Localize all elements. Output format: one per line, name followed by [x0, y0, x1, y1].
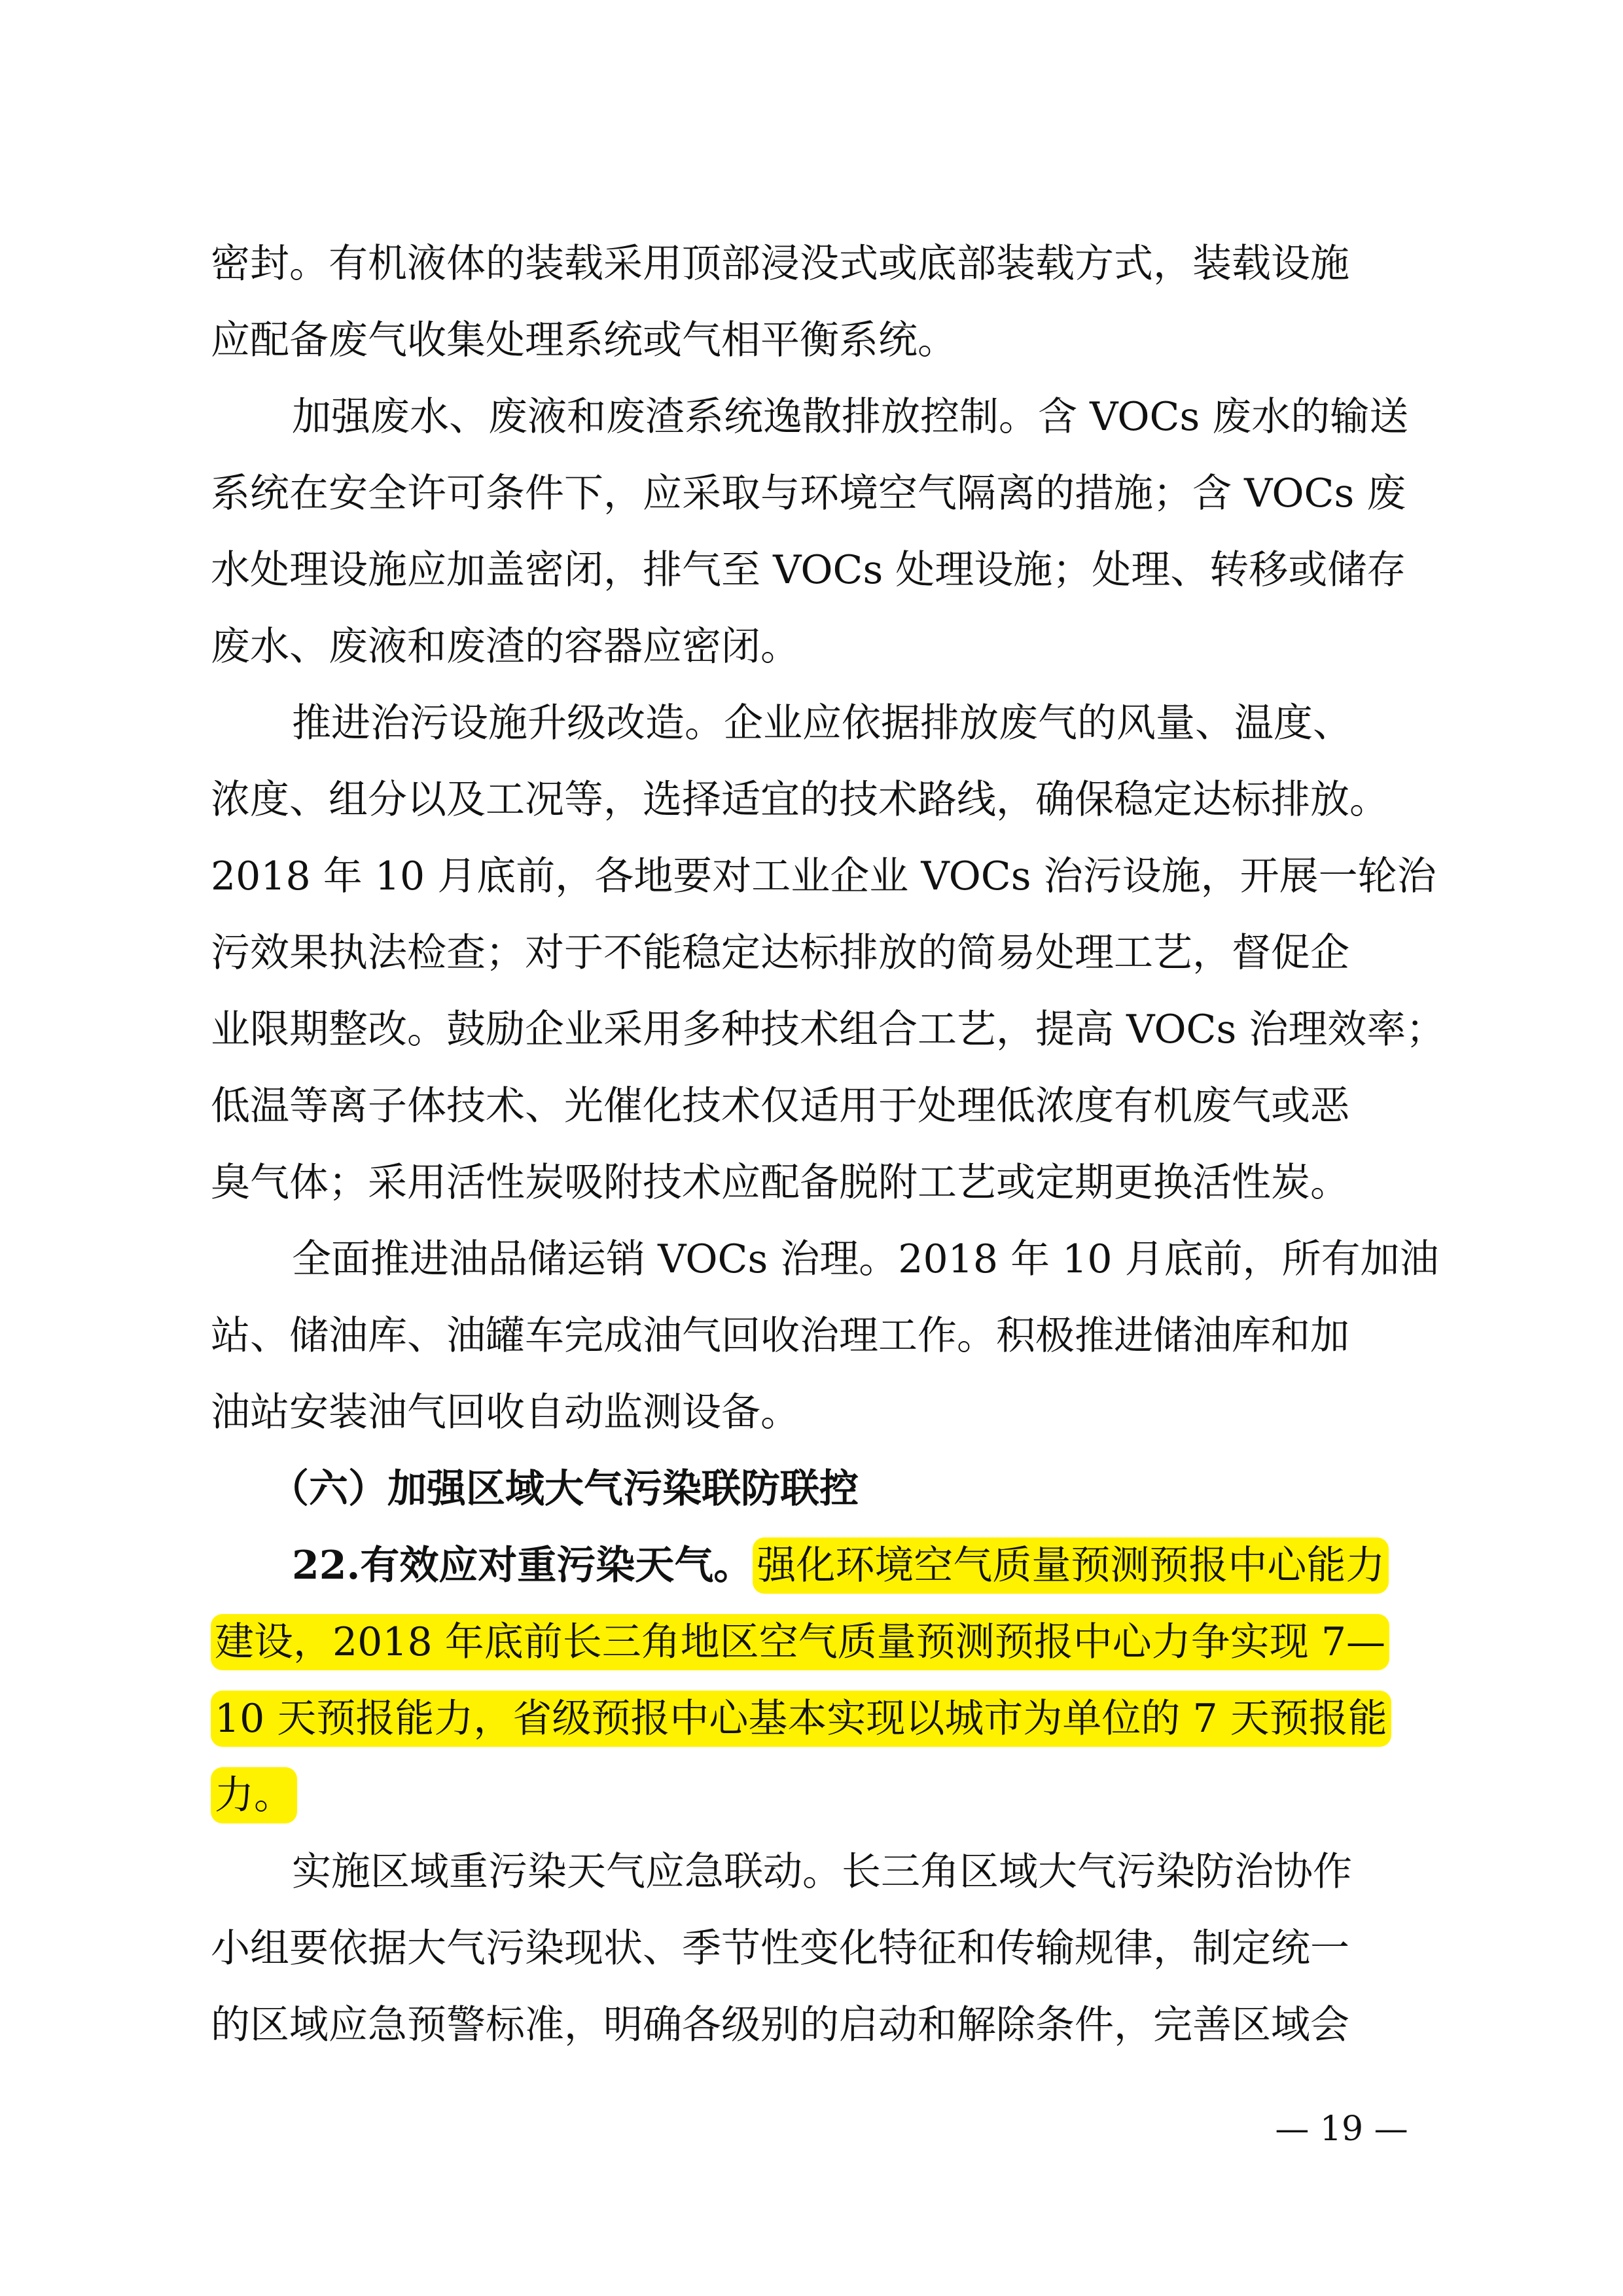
paragraph-line — [211, 1681, 1419, 1757]
paragraph-line: 系统在安全许可条件下，应采取与环境空气隔离的措施；含 VOCs 废 — [211, 471, 1406, 516]
paragraph-line: 实施区域重污染天气应急联动。长三角区域大气污染防治协作 — [292, 1849, 1352, 1895]
highlighted-text: 10 天预报能力，省级预报中心基本实现以城市为单位的 7 天预报能 — [211, 1691, 1391, 1747]
paragraph-line: 加强废水、废液和废渣系统逸散排放控制。含 VOCs 废水的输送 — [292, 394, 1409, 440]
paragraph-line: 全面推进油品储运销 VOCs 治理。2018 年 10 月底前，所有加油 — [292, 1236, 1439, 1282]
highlighted-text: 强化环境空气质量预测预报中心能力 — [753, 1537, 1389, 1594]
paragraph-line: 密封。有机液体的装载采用顶部浸没式或底部装载方式，装载设施 — [211, 241, 1349, 287]
paragraph-line: 废水、废液和废渣的容器应密闭。 — [211, 624, 800, 670]
highlighted-text: 力。 — [211, 1767, 297, 1823]
paragraph-line: 油站安装油气回收自动监测设备。 — [211, 1390, 800, 1435]
paragraph-line — [211, 1528, 1419, 1604]
paragraph-line: 推进治污设施升级改造。企业应依据排放废气的风量、温度、 — [292, 700, 1352, 746]
page-number: — 19 — — [1275, 2109, 1408, 2149]
paragraph-line — [211, 1757, 1419, 1834]
article-lead: 22.有效应对重污染天气。 — [292, 1543, 753, 1588]
highlighted-text: 建设，2018 年底前长三角地区空气质量预测预报中心力争实现 7— — [211, 1614, 1389, 1670]
paragraph-line: 浓度、组分以及工况等，选择适宜的技术路线，确保稳定达标排放。 — [211, 777, 1389, 823]
paragraph-line: 站、储油库、油罐车完成油气回收治理工作。积极推进储油库和加 — [211, 1313, 1349, 1359]
paragraph-line: 2018 年 10 月底前，各地要对工业企业 VOCs 治污设施，开展一轮治 — [211, 853, 1436, 899]
paragraph-line: 低温等离子体技术、光催化技术仅适用于处理低浓度有机废气或恶 — [211, 1083, 1349, 1129]
paragraph-line — [211, 1604, 1419, 1681]
paragraph-line: 业限期整改。鼓励企业采用多种技术组合工艺，提高 VOCs 治理效率； — [211, 1007, 1446, 1052]
paragraph-line: 应配备废气收集处理系统或气相平衡系统。 — [211, 317, 957, 363]
paragraph-line: 污效果执法检查；对于不能稳定达标排放的简易处理工艺，督促企 — [211, 930, 1349, 976]
document-body — [211, 226, 1446, 2064]
paragraph-line: 的区域应急预警标准，明确各级别的启动和解除条件，完善区域会 — [211, 2002, 1349, 2048]
paragraph-line: 小组要依据大气污染现状、季节性变化特征和传输规律，制定统一 — [211, 1926, 1349, 1971]
paragraph-line: 臭气体；采用活性炭吸附技术应配备脱附工艺或定期更换活性炭。 — [211, 1160, 1349, 1206]
paragraph-line: 水处理设施应加盖密闭，排气至 VOCs 处理设施；处理、转移或储存 — [211, 547, 1406, 593]
section-heading: （六）加强区域大气污染联防联控 — [270, 1466, 859, 1512]
